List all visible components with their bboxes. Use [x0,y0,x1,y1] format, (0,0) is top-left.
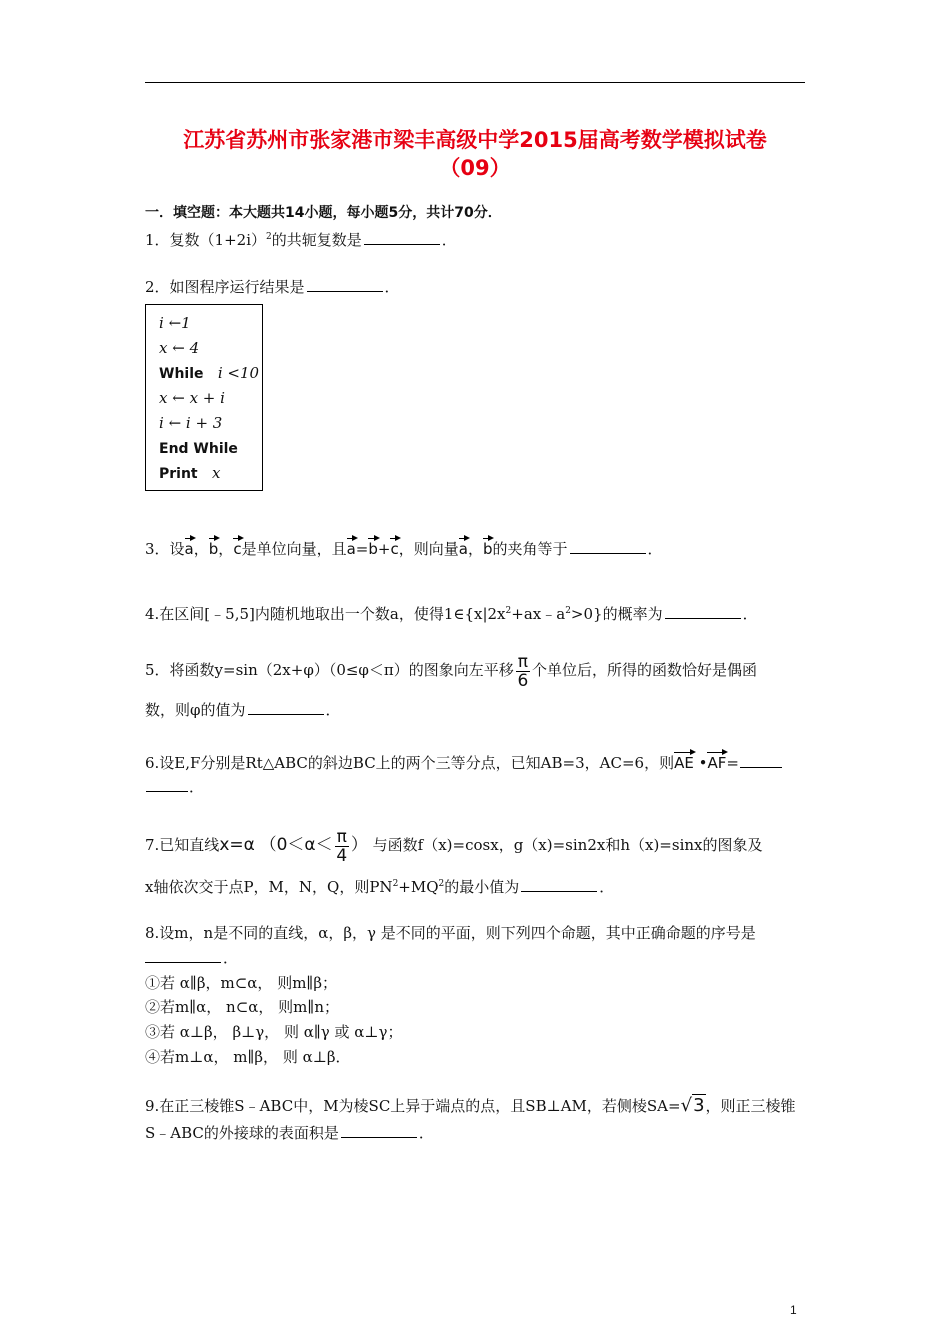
fraction-pi-over-4 [335,828,349,865]
question-7-line-2 [145,873,810,898]
q8-period: ． [223,949,239,967]
keyword-while: While [159,366,204,382]
q3-text-4: 的夹角等于 [492,540,568,558]
question-5-line-2 [145,699,810,721]
q3-text-2: 是单位向量，且 [241,540,347,558]
q5-period: ． [325,701,341,719]
fraction-denominator: 4 [336,845,348,866]
question-8-line-2 [145,947,810,969]
q9-period: ． [418,1124,434,1142]
answer-blank[interactable] [341,1123,417,1138]
question-6-line-2 [145,776,810,798]
option-4: ④若m⊥α， m∥β， 则 α⊥β． [145,1048,351,1066]
vector-b: b [368,536,378,556]
question-2 [145,276,810,298]
vector-c: c [390,536,398,556]
page-title-subtitle: （09） [439,156,511,180]
program-line-3 [159,364,259,382]
question-8: 8.设m，n是不同的直线，α，β，γ 是不同的平面，则下列四个命题，其中正确命题的序号是 [145,924,756,942]
fraction-numerator: π [336,826,347,847]
sqrt-radicand: 3 [693,1095,705,1116]
q7-exp-2: 2 [438,879,445,889]
vector-b: b [483,536,493,556]
q7-condition-close: ） [350,835,368,855]
q6-text: 6.设E,F分别是Rt△ABC的斜边BC上的两个三等分点，已知AB=3，AC=6，则 [145,754,675,772]
question-4 [145,600,810,625]
keyword-end-while: End While [159,441,238,457]
vector-a: a [185,536,194,556]
q3-sep: ， [467,540,483,558]
q5-text-line2: 数，则φ的值为 [145,701,246,719]
answer-blank[interactable] [248,700,324,715]
q5-text-post: 个单位后，所得的函数恰好是偶函 [532,661,758,679]
section-heading: 一．填空题：本大题共14小题，每小题5分，共计70分． [145,205,502,221]
fraction-numerator: π [517,651,529,672]
q4-text-post: >0}的概率为 [570,605,663,623]
print-arg: x [211,464,221,482]
vector-a: a [459,536,468,556]
answer-blank[interactable] [364,230,440,245]
vector-c: c [233,536,241,556]
option-3: ③若 α⊥β， β⊥γ， 则 α∥γ 或 α⊥γ； [145,1023,403,1041]
q1-exponent: 2 [266,232,272,242]
answer-blank[interactable] [740,753,782,768]
program-line-5: i ← i + 3 [159,414,223,432]
program-line-4: x ← x + i [159,389,225,407]
q7-text-post2: 的最小值为 [444,878,520,896]
answer-blank[interactable] [145,948,221,963]
vector-a: a [347,536,356,556]
dot-product-symbol: • [698,754,708,772]
header-rule [145,82,805,83]
vector-af: AF [707,750,726,770]
sqrt-icon: √ [680,1095,693,1116]
answer-blank-continued[interactable] [146,777,188,792]
option-2: ②若m∥α， n⊂α， 则m∥n； [145,998,339,1016]
q7-text-post: 与函数f（x)=cosx，g（x)=sin2x和h（x)=sinx的图象及 [372,836,763,854]
q4-text: 4.在区间[﹣5,5]内随机地取出一个数a，使得1∈{x|2x [145,605,506,623]
program-line-6 [159,439,238,457]
vector-b: b [209,536,219,556]
q7-text-line2: x轴依次交于点P，M，N，Q，则PN [145,878,393,896]
question-9 [145,1095,810,1117]
q3-equals: = [355,540,369,558]
question-6 [145,750,810,774]
q7-text: 7.已知直线 [145,836,220,854]
program-line-2: x ← 4 [159,339,200,357]
program-line-1: i ←1 [159,314,191,332]
answer-blank[interactable] [521,877,597,892]
q4-exp-2: 2 [565,606,571,616]
q1-text-post: 的共轭复数是 [271,231,362,249]
q3-text-3: ，则向量 [398,540,459,558]
q6-period: ． [189,778,205,796]
q5-text: 5．将函数y=sin（2x+φ）（0≤φ＜π）的图象向左平移 [145,661,514,679]
q4-text-mid: +ax﹣a [511,605,566,623]
question-5 [145,650,810,690]
line-equation: x=α [219,835,255,855]
answer-blank[interactable] [665,604,741,619]
question-3 [145,536,810,560]
option-1: ①若 α∥β，m⊂α， 则m∥β； [145,974,338,992]
q9-text-line2: S﹣ABC的外接球的表面积是 [145,1124,339,1142]
q3-plus: + [377,540,391,558]
q3-text: 3．设 [145,540,185,558]
question-9-line-2 [145,1122,810,1144]
program-box [145,304,263,491]
q1-period: ． [441,231,457,249]
page-number: 1 [790,1303,797,1317]
q3-period: ． [647,540,663,558]
page-title: 江苏省苏州市张家港市梁丰高级中学2015届高考数学模拟试卷 [183,128,767,152]
sqrt-expression [681,1095,706,1117]
q2-text: 2．如图程序运行结果是 [145,278,305,296]
q2-period: ． [384,278,400,296]
program-line-7 [159,464,220,482]
keyword-print: Print [159,466,198,482]
q3-sep: ， [218,540,234,558]
answer-blank[interactable] [570,539,646,554]
vector-ae: AE [674,750,694,770]
q3-sep: ， [193,540,209,558]
q7-condition: （0＜α＜ [259,835,333,855]
fraction-pi-over-6 [516,653,530,690]
question-1 [145,226,810,251]
q1-text: 1．复数（1+2i） [145,231,266,249]
q7-exp-1: 2 [392,879,399,889]
q4-exp-1: 2 [505,606,512,616]
fraction-denominator: 6 [517,670,529,691]
while-condition: i <10 [217,364,260,382]
q9-text-post: ，则正三棱锥 [705,1097,796,1115]
q6-equals: = [726,754,739,772]
question-7 [145,824,810,866]
answer-blank[interactable] [307,277,383,292]
q4-period: ． [742,605,758,623]
q7-period: ． [599,878,615,896]
q9-text: 9.在正三棱锥S﹣ABC中，M为棱SC上异于端点的点，且SB⊥AM，若侧棱SA= [145,1097,681,1115]
q7-text-mid: +MQ [398,878,439,896]
